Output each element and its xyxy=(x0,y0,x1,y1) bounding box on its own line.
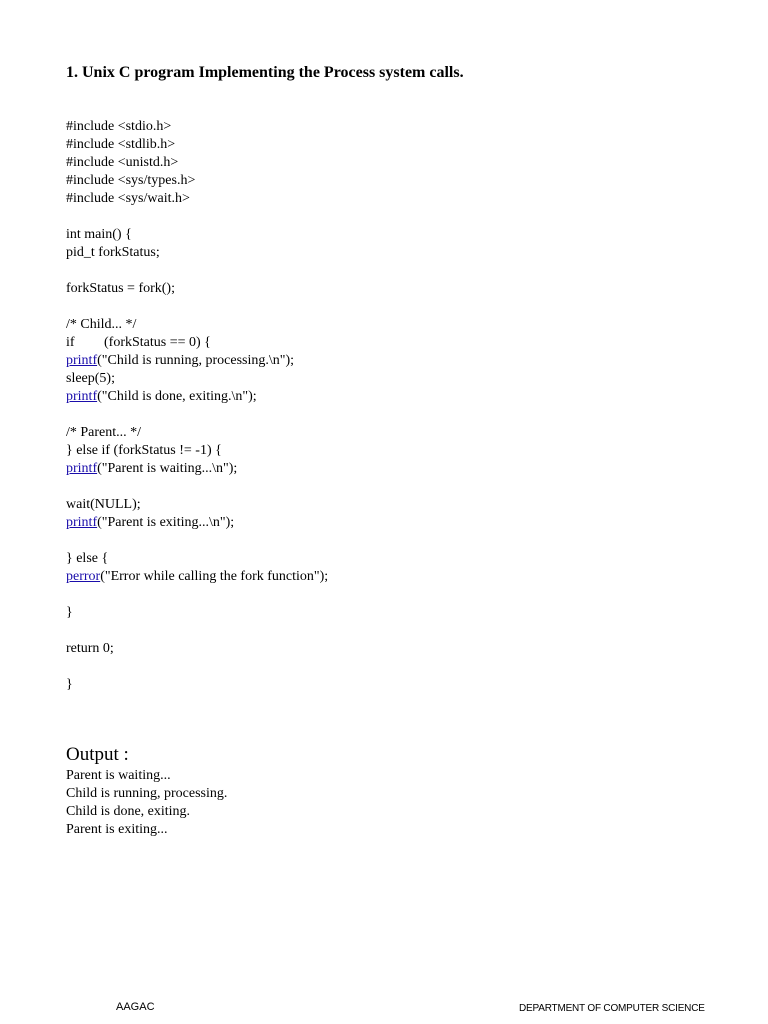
code-blank-line xyxy=(66,586,716,604)
output-listing xyxy=(66,767,227,839)
printf-link[interactable]: printf xyxy=(66,515,98,530)
printf-args: ("Parent is waiting...\n"); xyxy=(97,461,238,476)
printf-args: ("Parent is exiting...\n"); xyxy=(97,515,235,530)
code-line-pid-decl: pid_t forkStatus; xyxy=(66,245,160,260)
code-line-printf-parent-waiting xyxy=(66,460,716,478)
code-line-else: } else { xyxy=(66,551,109,566)
code-line-include-stdio: #include <stdio.h> xyxy=(66,119,172,134)
output-line: Child is running, processing. xyxy=(66,786,228,801)
code-line-parent-comment: /* Parent... */ xyxy=(66,425,142,440)
code-line-final-brace: } xyxy=(66,677,73,692)
footer-college-name: AAGAC xyxy=(116,1001,155,1013)
code-line-fork: forkStatus = fork(); xyxy=(66,281,175,296)
code-blank-line xyxy=(66,532,716,550)
output-line: Parent is waiting... xyxy=(66,768,171,783)
if-keyword: if xyxy=(66,335,75,350)
code-blank-line xyxy=(66,262,716,280)
code-blank-line xyxy=(66,406,716,424)
printf-args: ("Child is done, exiting.\n"); xyxy=(97,389,257,404)
code-blank-line xyxy=(66,208,716,226)
code-line-child-comment: /* Child... */ xyxy=(66,317,137,332)
output-line: Child is done, exiting. xyxy=(66,804,191,819)
perror-link[interactable]: perror xyxy=(66,569,101,584)
printf-args: ("Child is running, processing.\n"); xyxy=(97,353,295,368)
code-line-wait: wait(NULL); xyxy=(66,497,141,512)
code-line-include-types: #include <sys/types.h> xyxy=(66,173,196,188)
code-line-include-wait: #include <sys/wait.h> xyxy=(66,191,190,206)
code-line-printf-parent-exiting xyxy=(66,514,716,532)
code-line-printf-child-running xyxy=(66,352,716,370)
code-line-include-unistd: #include <unistd.h> xyxy=(66,155,179,170)
code-listing xyxy=(66,118,716,694)
perror-args: ("Error while calling the fork function"); xyxy=(100,569,329,584)
code-line-include-stdlib: #include <stdlib.h> xyxy=(66,137,176,152)
code-line-main: int main() { xyxy=(66,227,132,242)
printf-link[interactable]: printf xyxy=(66,353,98,368)
code-blank-line xyxy=(66,622,716,640)
printf-link[interactable]: printf xyxy=(66,389,98,404)
code-line-else-if: } else if (forkStatus != -1) { xyxy=(66,443,222,458)
output-heading: Output : xyxy=(66,744,129,765)
output-line: Parent is exiting... xyxy=(66,822,168,837)
code-blank-line xyxy=(66,478,716,496)
code-line-perror xyxy=(66,568,716,586)
code-blank-line xyxy=(66,658,716,676)
code-line-return: return 0; xyxy=(66,641,114,656)
if-condition: (forkStatus == 0) { xyxy=(104,335,211,350)
footer-department: DEPARTMENT OF COMPUTER SCIENCE xyxy=(519,1003,705,1014)
code-line-close-brace: } xyxy=(66,605,73,620)
code-line-if xyxy=(66,334,716,352)
page-title: 1. Unix C program Implementing the Process system calls. xyxy=(66,64,464,81)
code-line-sleep: sleep(5); xyxy=(66,371,115,386)
printf-link[interactable]: printf xyxy=(66,461,98,476)
code-blank-line xyxy=(66,298,716,316)
code-line-printf-child-done xyxy=(66,388,716,406)
